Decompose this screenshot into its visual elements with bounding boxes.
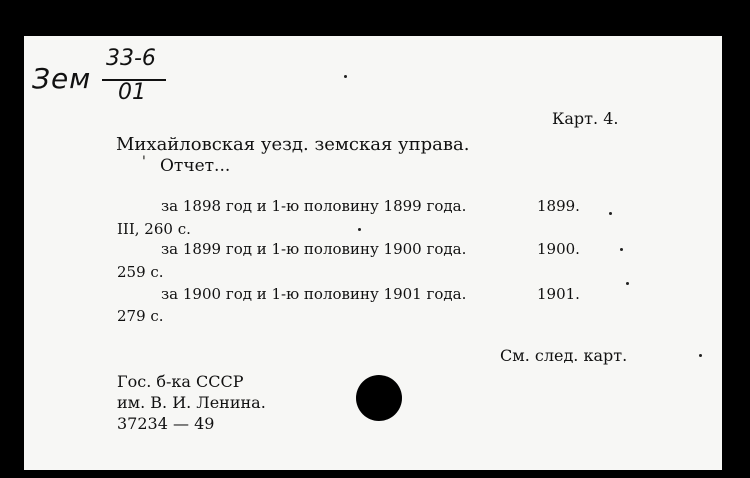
- entry-3-year: 1901.: [537, 285, 580, 303]
- library-line-3: 37234 — 49: [117, 414, 215, 433]
- card-subheading: Отчет...: [160, 156, 231, 176]
- card-heading: Михайловская уезд. земская управа.: [116, 134, 470, 155]
- dust-speck: [609, 212, 612, 215]
- dust-speck: [699, 354, 702, 357]
- handwritten-denominator: 01: [118, 80, 146, 105]
- entry-3-pages: 279 с.: [117, 307, 164, 325]
- handwritten-prefix: Зем: [32, 62, 92, 95]
- catalog-card: [24, 36, 722, 470]
- entry-1-pages: III, 260 с.: [117, 220, 191, 238]
- dust-speck: [358, 228, 361, 231]
- dust-speck: [626, 282, 629, 285]
- entry-3-text: за 1900 год и 1-ю половину 1901 года.: [161, 285, 467, 303]
- entry-1-text: за 1898 год и 1-ю половину 1899 года.: [161, 197, 467, 215]
- dust-speck: [620, 248, 623, 251]
- entry-1-year: 1899.: [537, 197, 580, 215]
- handwritten-numerator: 33-6: [106, 46, 156, 71]
- see-next-card: См. след. карт.: [500, 346, 628, 365]
- library-line-1: Гос. б-ка СССР: [117, 372, 244, 391]
- dust-speck: [344, 75, 347, 78]
- bullet-mark: ': [142, 154, 146, 170]
- punch-hole: [356, 375, 402, 421]
- card-number: Карт. 4.: [552, 109, 619, 128]
- entry-2-pages: 259 с.: [117, 263, 164, 281]
- entry-2-text: за 1899 год и 1-ю половину 1900 года.: [161, 240, 467, 258]
- library-line-2: им. В. И. Ленина.: [117, 393, 266, 412]
- entry-2-year: 1900.: [537, 240, 580, 258]
